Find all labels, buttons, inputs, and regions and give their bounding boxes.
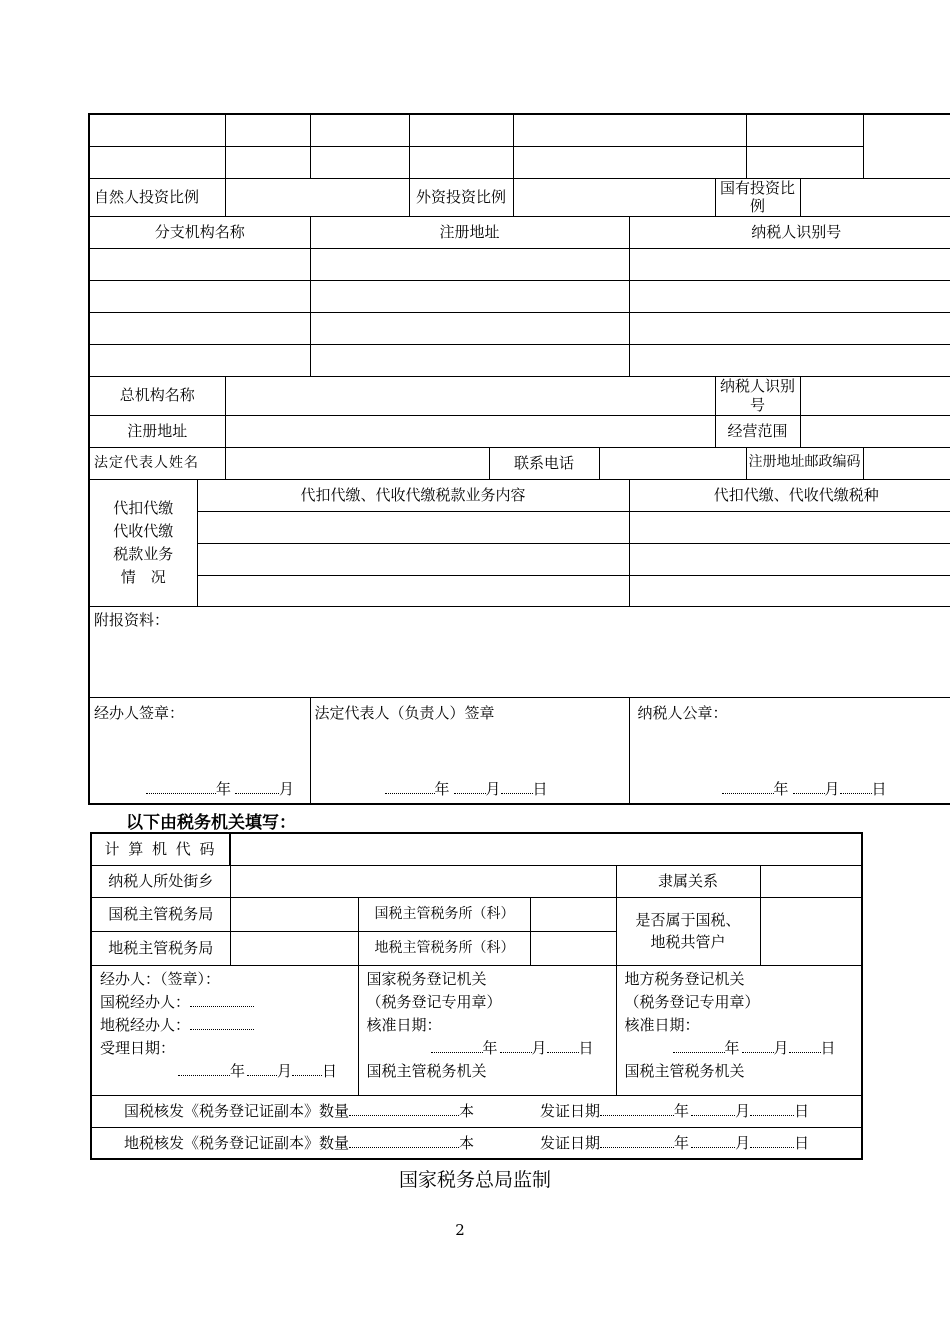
- foreign-investment-label: 外资投资比例: [409, 178, 513, 217]
- national-registration-cell[interactable]: [358, 965, 616, 1095]
- withholding-content-header: 代扣代缴、代收代缴税款业务内容: [197, 479, 629, 511]
- day-label: 日: [820, 1038, 836, 1057]
- national-reg-seal: （税务登记专用章）: [366, 992, 502, 1011]
- blank-cell[interactable]: [89, 114, 225, 146]
- month-label: 月: [531, 1038, 547, 1057]
- month-label: 月: [824, 780, 840, 799]
- national-agent-line: [100, 991, 354, 1014]
- day-label: 日: [532, 780, 548, 799]
- month-label: 月: [735, 1102, 751, 1121]
- day-label: 日: [871, 780, 887, 799]
- day-label: 日: [794, 1102, 810, 1121]
- national-issue-label: 国税核发《税务登记证副本》数量: [124, 1102, 350, 1121]
- year-label: 年: [674, 1133, 690, 1152]
- section-title: 以下由税务机关填写：: [126, 813, 296, 833]
- year-label: 年: [230, 1061, 246, 1080]
- blank-cell[interactable]: [310, 114, 409, 146]
- branch-name-cell[interactable]: [89, 313, 310, 345]
- legal-rep-signature-date: [385, 779, 548, 799]
- year-label: 年: [724, 1038, 740, 1057]
- blank-cell[interactable]: [513, 146, 746, 178]
- branch-row: [89, 345, 950, 377]
- national-bureau-value[interactable]: [230, 897, 358, 931]
- business-scope-value[interactable]: [800, 415, 950, 447]
- company-seal-label: 纳税人公章：: [637, 703, 728, 722]
- day-blank[interactable]: [750, 1133, 794, 1148]
- page-number: 2: [455, 1221, 465, 1239]
- registration-form-top: [88, 113, 950, 805]
- local-office-value[interactable]: [530, 931, 616, 965]
- unit-label: 本: [459, 1133, 475, 1152]
- withholding-side-line: 税款业务: [113, 544, 174, 563]
- branch-address-header: 注册地址: [310, 217, 629, 249]
- joint-mgmt-value[interactable]: [760, 897, 862, 965]
- quantity-blank[interactable]: [349, 1133, 459, 1148]
- withholding-type-header: 代扣代缴、代收代缴税种: [629, 479, 950, 511]
- year-blank[interactable]: [600, 1101, 674, 1116]
- withholding-type-cell[interactable]: [629, 511, 950, 543]
- attachments-label: 附报资料：: [94, 610, 170, 629]
- year-label: 年: [674, 1102, 690, 1121]
- branch-taxid-cell[interactable]: [629, 281, 950, 313]
- year-label: 年: [773, 780, 789, 799]
- day-label: 日: [322, 1061, 338, 1080]
- year-blank[interactable]: [600, 1133, 674, 1148]
- local-agent-label: 地税经办人：: [100, 1015, 191, 1034]
- year-blank[interactable]: [146, 779, 216, 794]
- head-office-address-value[interactable]: [225, 415, 715, 447]
- branch-name-cell[interactable]: [89, 249, 310, 281]
- withholding-side-line: 代收代缴: [113, 521, 174, 540]
- postcode-value[interactable]: [863, 447, 950, 479]
- agent-signature-cell[interactable]: [89, 697, 310, 804]
- branch-row: [89, 281, 950, 313]
- withholding-content-cell[interactable]: [197, 543, 629, 575]
- blank-cell[interactable]: [746, 146, 863, 178]
- foreign-investment-value[interactable]: [513, 178, 715, 217]
- withholding-side-line: 情 况: [120, 567, 166, 586]
- year-label: 年: [216, 780, 232, 799]
- branch-address-cell[interactable]: [310, 281, 629, 313]
- phone-value[interactable]: [599, 447, 746, 479]
- approval-row: [91, 965, 862, 1095]
- state-investment-label: 国有投资比例: [715, 178, 800, 217]
- withholding-row: [89, 543, 950, 575]
- local-approve-date-line: [625, 1037, 858, 1060]
- local-reg-title: 地方税务登记机关: [624, 969, 745, 988]
- year-blank[interactable]: [673, 1038, 725, 1053]
- computer-code-value[interactable]: [230, 833, 862, 865]
- head-office-row: [89, 377, 950, 416]
- national-bureau-label: 国税主管税务局: [91, 897, 230, 931]
- day-label: 日: [794, 1133, 810, 1152]
- month-blank[interactable]: [691, 1133, 735, 1148]
- legal-rep-label: 法定代表人姓名: [89, 447, 225, 479]
- accept-date-label: 受理日期：: [100, 1038, 176, 1057]
- blank-cell[interactable]: [225, 114, 310, 146]
- head-office-address-label: 注册地址: [89, 415, 225, 447]
- blank-row: [89, 114, 950, 146]
- joint-mgmt-label: 是否属于国税、地税共管户: [616, 897, 760, 965]
- year-label: 年: [482, 1038, 498, 1057]
- day-blank[interactable]: [750, 1101, 794, 1116]
- investment-ratio-row: [89, 178, 950, 217]
- head-office-taxid-label: 纳税人识别号: [715, 377, 800, 416]
- month-label: 月: [279, 780, 295, 799]
- head-office-row: [89, 415, 950, 447]
- blank-row: [89, 146, 950, 178]
- local-bureau-label: 地税主管税务局: [91, 931, 230, 965]
- branch-name-cell[interactable]: [89, 345, 310, 377]
- legal-rep-signature-label: 法定代表人（负责人）签章: [314, 703, 495, 722]
- supervision-note: 国家税务总局监制: [398, 1169, 551, 1191]
- day-blank[interactable]: [501, 779, 533, 794]
- national-office-value[interactable]: [530, 897, 616, 931]
- month-label: 月: [277, 1061, 293, 1080]
- branch-header-row: [89, 217, 950, 249]
- local-approve-date-label: 核准日期：: [624, 1015, 700, 1034]
- month-blank[interactable]: [691, 1101, 735, 1116]
- branch-taxid-cell[interactable]: [629, 249, 950, 281]
- head-office-name-value[interactable]: [225, 377, 715, 416]
- street-row: [91, 865, 862, 897]
- local-issue-cell[interactable]: [91, 1127, 862, 1159]
- agent-signature-label: 经办人签章：: [94, 703, 185, 722]
- attachments-cell[interactable]: [89, 606, 950, 697]
- month-blank[interactable]: [247, 1061, 277, 1076]
- national-approve-date-line: [367, 1037, 612, 1060]
- branch-name-cell[interactable]: [89, 281, 310, 313]
- withholding-side-line: 代扣代缴: [113, 498, 174, 517]
- national-bureau-row: [91, 897, 862, 931]
- withholding-content-cell[interactable]: [197, 575, 629, 606]
- local-registration-cell[interactable]: [616, 965, 862, 1095]
- local-office-label: 地税主管税务所（科）: [358, 931, 530, 965]
- blank-cell[interactable]: [89, 146, 225, 178]
- state-investment-value[interactable]: [800, 178, 950, 217]
- month-label: 月: [773, 1038, 789, 1057]
- street-label: 纳税人所处街乡: [91, 865, 230, 897]
- withholding-header-row: [89, 479, 950, 511]
- signature-row: [89, 697, 950, 804]
- computer-code-row: [91, 833, 862, 865]
- year-blank[interactable]: [178, 1061, 230, 1076]
- head-office-row: [89, 447, 950, 479]
- year-label: 年: [434, 780, 450, 799]
- quantity-blank[interactable]: [349, 1101, 459, 1116]
- month-blank[interactable]: [500, 1038, 532, 1053]
- attachments-row: [89, 606, 950, 697]
- postcode-label: 注册地址邮政编码: [746, 447, 863, 479]
- blank-cell[interactable]: [746, 114, 863, 146]
- natural-investment-value[interactable]: [225, 178, 409, 217]
- month-blank[interactable]: [235, 779, 279, 794]
- month-label: 月: [485, 780, 501, 799]
- branch-address-cell[interactable]: [310, 313, 629, 345]
- branch-taxid-cell[interactable]: [629, 313, 950, 345]
- company-seal-date: [722, 779, 887, 799]
- local-reg-authority: 国税主管税务机关: [624, 1061, 745, 1080]
- blank-cell[interactable]: [310, 146, 409, 178]
- branch-row: [89, 313, 950, 345]
- branch-name-header: 分支机构名称: [89, 217, 310, 249]
- local-agent-blank[interactable]: [190, 1015, 254, 1030]
- blank-cell[interactable]: [409, 114, 513, 146]
- affiliation-value[interactable]: [760, 865, 862, 897]
- national-approve-date-label: 核准日期：: [366, 1015, 442, 1034]
- day-blank[interactable]: [547, 1038, 579, 1053]
- local-issue-row: [91, 1127, 862, 1159]
- issue-date-label: 发证日期: [540, 1102, 601, 1121]
- blank-cell[interactable]: [513, 114, 746, 146]
- blank-cell[interactable]: [409, 146, 513, 178]
- year-blank[interactable]: [722, 779, 774, 794]
- issue-date-label: 发证日期: [540, 1133, 601, 1152]
- blank-cell[interactable]: [225, 146, 310, 178]
- year-blank[interactable]: [385, 779, 435, 794]
- national-office-label: 国税主管税务所（科）: [358, 897, 530, 931]
- branch-taxid-cell[interactable]: [629, 345, 950, 377]
- withholding-row: [89, 575, 950, 606]
- handler-cell[interactable]: [91, 965, 358, 1095]
- withholding-type-cell[interactable]: [629, 543, 950, 575]
- legal-rep-value[interactable]: [225, 447, 489, 479]
- affiliation-label: 隶属关系: [616, 865, 760, 897]
- national-reg-title: 国家税务登记机关: [366, 969, 487, 988]
- month-blank[interactable]: [793, 779, 825, 794]
- unit-label: 本: [459, 1102, 475, 1121]
- withholding-type-cell[interactable]: [629, 575, 950, 606]
- head-office-taxid-value[interactable]: [800, 377, 950, 416]
- day-blank[interactable]: [789, 1038, 821, 1053]
- month-label: 月: [735, 1133, 751, 1152]
- branch-address-cell[interactable]: [310, 249, 629, 281]
- head-office-name-label: 总机构名称: [89, 377, 225, 416]
- national-reg-authority: 国税主管税务机关: [366, 1061, 487, 1080]
- computer-code-label: 计 算 机 代 码: [91, 833, 230, 865]
- day-blank[interactable]: [840, 779, 872, 794]
- branch-row: [89, 249, 950, 281]
- national-agent-label: 国税经办人：: [100, 992, 191, 1011]
- day-blank[interactable]: [292, 1061, 322, 1076]
- local-bureau-value[interactable]: [230, 931, 358, 965]
- company-seal-cell[interactable]: [629, 697, 950, 804]
- day-label: 日: [578, 1038, 594, 1057]
- year-blank[interactable]: [431, 1038, 483, 1053]
- month-blank[interactable]: [742, 1038, 774, 1053]
- accept-date-line: [100, 1060, 354, 1083]
- natural-investment-label: 自然人投资比例: [89, 178, 225, 217]
- agent-seal-line: 经办人：（签章）：: [100, 969, 221, 988]
- national-agent-blank[interactable]: [190, 992, 254, 1007]
- legal-rep-signature-cell[interactable]: [310, 697, 629, 804]
- withholding-side-label: [89, 479, 197, 606]
- business-scope-label: 经营范围: [715, 415, 800, 447]
- phone-label: 联系电话: [489, 447, 599, 479]
- branch-taxid-header: 纳税人识别号: [629, 217, 950, 249]
- national-issue-row: [91, 1095, 862, 1127]
- registration-form-bottom: [90, 832, 863, 1160]
- local-reg-seal: （税务登记专用章）: [624, 992, 760, 1011]
- month-blank[interactable]: [454, 779, 486, 794]
- street-value[interactable]: [230, 865, 616, 897]
- local-agent-line: [100, 1014, 354, 1037]
- withholding-content-cell[interactable]: [197, 511, 629, 543]
- local-issue-label: 地税核发《税务登记证副本》数量: [124, 1133, 350, 1152]
- national-issue-cell[interactable]: [91, 1095, 862, 1127]
- branch-address-cell[interactable]: [310, 345, 629, 377]
- agent-signature-date: [146, 779, 294, 799]
- withholding-row: [89, 511, 950, 543]
